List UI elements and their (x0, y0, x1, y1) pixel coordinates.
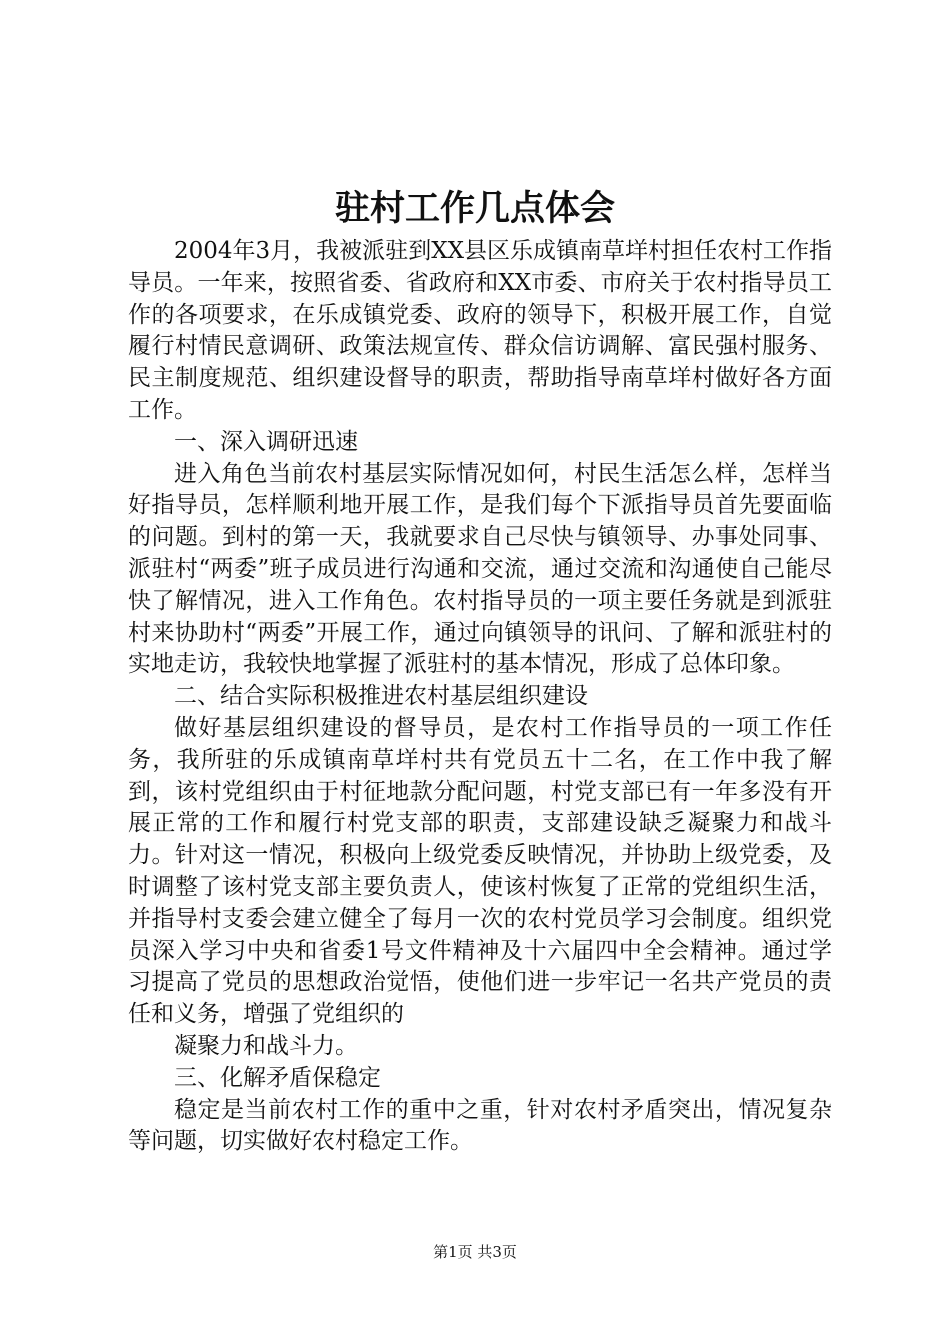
page-number-footer: 第1页 共3页 (433, 1243, 517, 1261)
paragraph-section-3: 稳定是当前农村工作的重中之重，针对农村矛盾突出，情况复杂等问题，切实做好农村稳定工作。 (128, 1096, 832, 1155)
paragraph-section-2-continued: 凝聚力和战斗力。 (174, 1032, 358, 1059)
paragraph-intro: 2004年3月，我被派驻到XX县区乐成镇南草垟村担任农村工作指导员。一年来，按照省委、省政府和XX市委、市府关于农村指导员工作的各项要求，在乐成镇党委、政府的领导下，积极开展工作，自觉履行村情民意调研、政策法规宣传、群众信访调解、富民强村服务、民主制度规范、组织建设督导的职责，帮助指导南草垟村做好各方面工作。 (128, 238, 832, 423)
section-heading-2: 二、结合实际积极推进农村基层组织建设 (174, 683, 588, 710)
document-title: 驻村工作几点体会 (334, 188, 615, 229)
section-heading-1: 一、深入调研迅速 (174, 428, 358, 455)
paragraph-section-1: 进入角色当前农村基层实际情况如何，村民生活怎么样，怎样当好指导员，怎样顺利地开展工作，是我们每个下派指导员首先要面临的问题。到村的第一天，我就要求自己尽快与镇领导、办事处同事、派驻村“两委”班子成员进行沟通和交流，通过交流和沟通使自己能尽快了解情况，进入工作角色。农村指导员的一项主要任务就是到派驻村来协助村“两委”开展工作，通过向镇领导的讯问、了解和派驻村的实地走访，我较快地掌握了派驻村的基本情况，形成了总体印象。 (128, 460, 832, 678)
document-body (128, 236, 832, 1158)
paragraph-section-2: 做好基层组织建设的督导员，是农村工作指导员的一项工作任务，我所驻的乐成镇南草垟村共有党员五十二名，在工作中我了解到，该村党组织由于村征地款分配问题，村党支部已有一年多没有开展正常的工作和履行村党支部的职责，支部建设缺乏凝聚力和战斗力。针对这一情况，积极向上级党委反映情况，并协助上级党委，及时调整了该村党支部主要负责人，使该村恢复了正常的党组织生活，并指导村支委会建立健全了每月一次的农村党员学习会制度。组织党员深入学习中央和省委1号文件精神及十六届四中全会精神。通过学习提高了党员的思想政治觉悟，使他们进一步牢记一名共产党员的责任和义务，增强了党组织的 (128, 714, 832, 1028)
section-heading-3: 三、化解矛盾保稳定 (174, 1064, 381, 1091)
